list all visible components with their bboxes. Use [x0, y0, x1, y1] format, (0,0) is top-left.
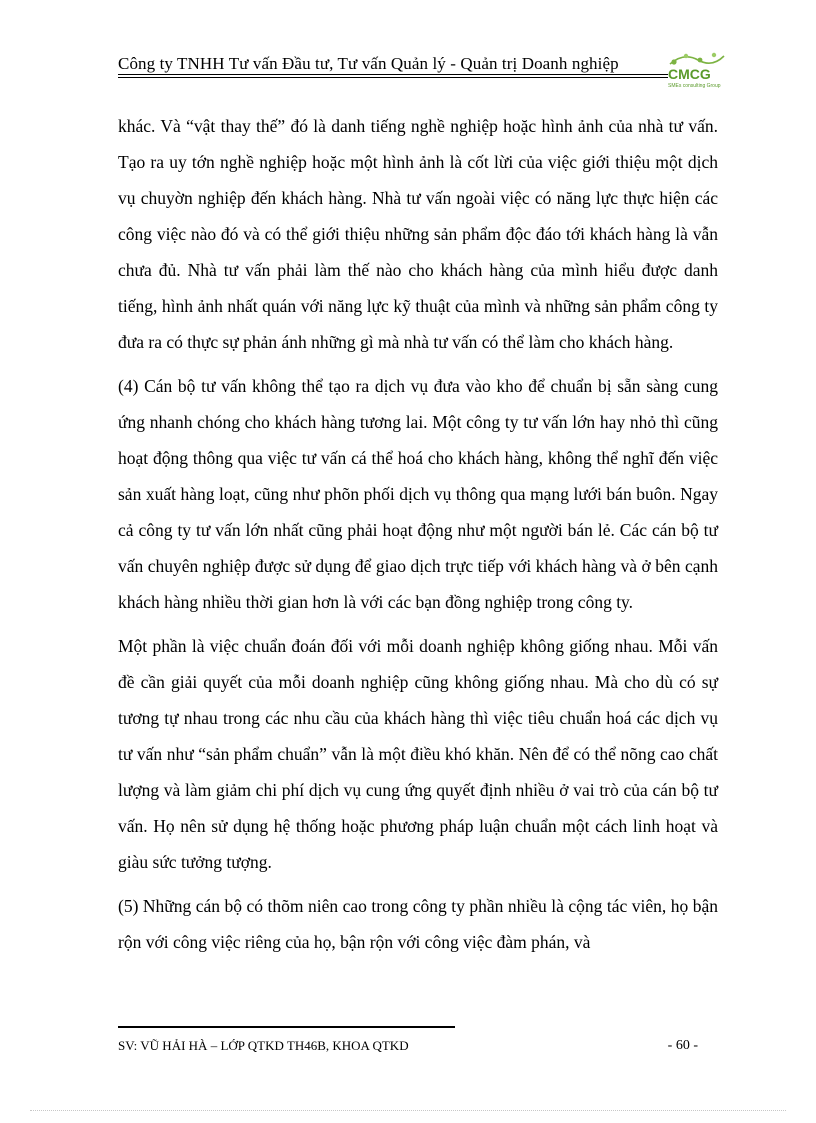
page-header	[118, 50, 721, 89]
header-rule	[118, 74, 668, 75]
logo-subtext: SMEs consulting Group	[668, 83, 721, 89]
page-bottom-border	[30, 1110, 786, 1111]
page-number: - 60 -	[667, 1038, 698, 1053]
paragraph: (4) Cán bộ tư vấn không thể tạo ra dịch vụ đưa vào kho để chuẩn bị sẵn sàng cung ứng nhanh chóng cho khách hàng tương lai. Một công ty tư vấn lớn hay nhỏ thì cũng hoạt động thông qua việc tư vấn cá thể hoá cho khách hàng, không thể nghĩ đến việc sản xuất hàng loạt, cũng như phõn phối dịch vụ thông qua mạng lưới bán buôn. Ngay cả công ty tư vấn lớn nhất cũng phải hoạt động như một người bán lẻ. Các cán bộ tư vấn chuyên nghiệp được sử dụng để giao dịch trực tiếp với khách hàng và ở bên cạnh khách hàng nhiều thời gian hơn là với các bạn đồng nghiệp trong công ty.	[118, 376, 718, 612]
header-title: Công ty TNHH Tư vấn Đầu tư, Tư vấn Quản lý - Quản trị Doanh nghiệp	[118, 54, 619, 73]
paragraph: khác. Và “vật thay thế” đó là danh tiếng nghề nghiệp hoặc hình ảnh của nhà tư vấn. Tạo ra uy tớn nghề nghiệp hoặc một hình ảnh là cốt lừi của việc giới thiệu một dịch vụ chuyờn nghiệp đến khách hàng. Nhà tư vấn ngoài việc có năng lực thực hiện các công việc nào đó và có thể giới thiệu những sản phẩm độc đáo tới khách hàng là vẫn chưa đủ. Nhà tư vấn phải làm thế nào cho khách hàng của mình hiểu được danh tiếng, hình ảnh nhất quán với năng lực kỹ thuật của mình và những sản phẩm công ty đưa ra có thực sự phản ánh những gì mà nhà tư vấn có thể làm cho khách hàng.	[118, 116, 718, 352]
paragraph: Một phần là việc chuẩn đoán đối với mỗi doanh nghiệp không giống nhau. Mỗi vấn đề cần giải quyết của mỗi doanh nghiệp cũng không giống nhau. Mà cho dù có sự tương tự nhau trong các nhu cầu của khách hàng thì việc tiêu chuẩn hoá các dịch vụ tư vấn như “sản phẩm chuẩn” vẫn là một điều khó khăn. Nên để có thể nõng cao chất lượng và làm giảm chi phí dịch vụ cung ứng quyết định nhiều ở vai trò của cán bộ tư vấn. Họ nên sử dụng hệ thống hoặc phương pháp luận chuẩn một cách linh hoạt và giàu sức tưởng tượng.	[118, 636, 718, 872]
body-text	[118, 108, 718, 968]
logo-text: CMCG	[668, 66, 711, 82]
paragraph: (5) Những cán bộ có thõm niên cao trong công ty phần nhiều là cộng tác viên, họ bận rộn với công việc riêng của họ, bận rộn với công việc đàm phán, và	[118, 896, 718, 952]
footer-rule	[118, 1026, 455, 1028]
footer-author: SV: VŨ HẢI HÀ – LỚP QTKD TH46B, KHOA QTKD	[118, 1038, 409, 1053]
header-rule-double	[118, 77, 668, 78]
page-footer	[118, 1038, 698, 1058]
company-logo	[664, 50, 728, 90]
